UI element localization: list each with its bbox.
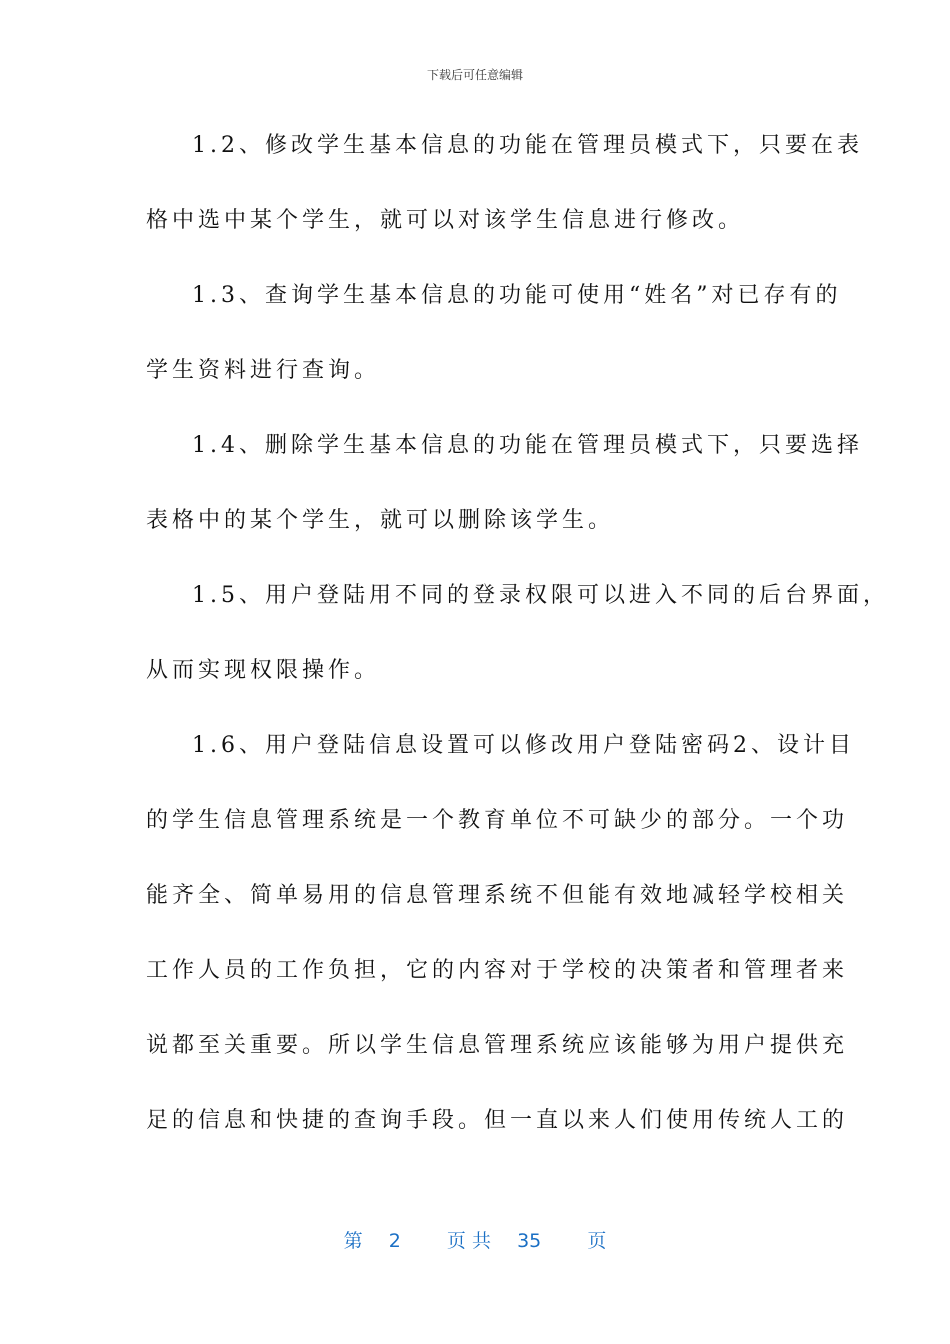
paragraph-line: 从而实现权限操作。 — [146, 658, 381, 683]
paragraph-line: 说都至关重要。所以学生信息管理系统应该能够为用户提供充 — [146, 1033, 849, 1058]
paragraph-line: 1.3、查询学生基本信息的功能可使用“姓名”对已存有的 — [192, 283, 842, 308]
paragraph-line: 学生资料进行查询。 — [146, 358, 381, 383]
paragraph-line: 工作人员的工作负担，它的内容对于学校的决策者和管理者来 — [146, 958, 849, 983]
footer-end-label: 页 — [587, 1230, 607, 1252]
paragraph-line: 1.2、修改学生基本信息的功能在管理员模式下，只要在表 — [192, 133, 863, 158]
paragraph-line: 1.4、删除学生基本信息的功能在管理员模式下，只要选择 — [192, 433, 863, 458]
page-footer — [0, 1226, 950, 1253]
footer-total-pages: 35 — [517, 1230, 542, 1252]
paragraph-line: 的学生信息管理系统是一个教育单位不可缺少的部分。一个功 — [146, 808, 849, 833]
paragraph-line: 格中选中某个学生，就可以对该学生信息进行修改。 — [146, 208, 745, 233]
footer-page-label: 第 — [343, 1230, 363, 1252]
page-header-note: 下载后可任意编辑 — [426, 68, 523, 82]
footer-total-label: 页 共 — [446, 1230, 491, 1252]
paragraph-line: 1.6、用户登陆信息设置可以修改用户登陆密码2、设计目 — [192, 733, 855, 758]
footer-current-page: 2 — [388, 1230, 401, 1252]
paragraph-line: 1.5、用户登陆用不同的登录权限可以进入不同的后台界面， — [192, 583, 889, 608]
paragraph-line: 表格中的某个学生，就可以删除该学生。 — [146, 508, 615, 533]
paragraph-line: 能齐全、简单易用的信息管理系统不但能有效地减轻学校相关 — [146, 883, 849, 908]
paragraph-line: 足的信息和快捷的查询手段。但一直以来人们使用传统人工的 — [146, 1108, 849, 1133]
